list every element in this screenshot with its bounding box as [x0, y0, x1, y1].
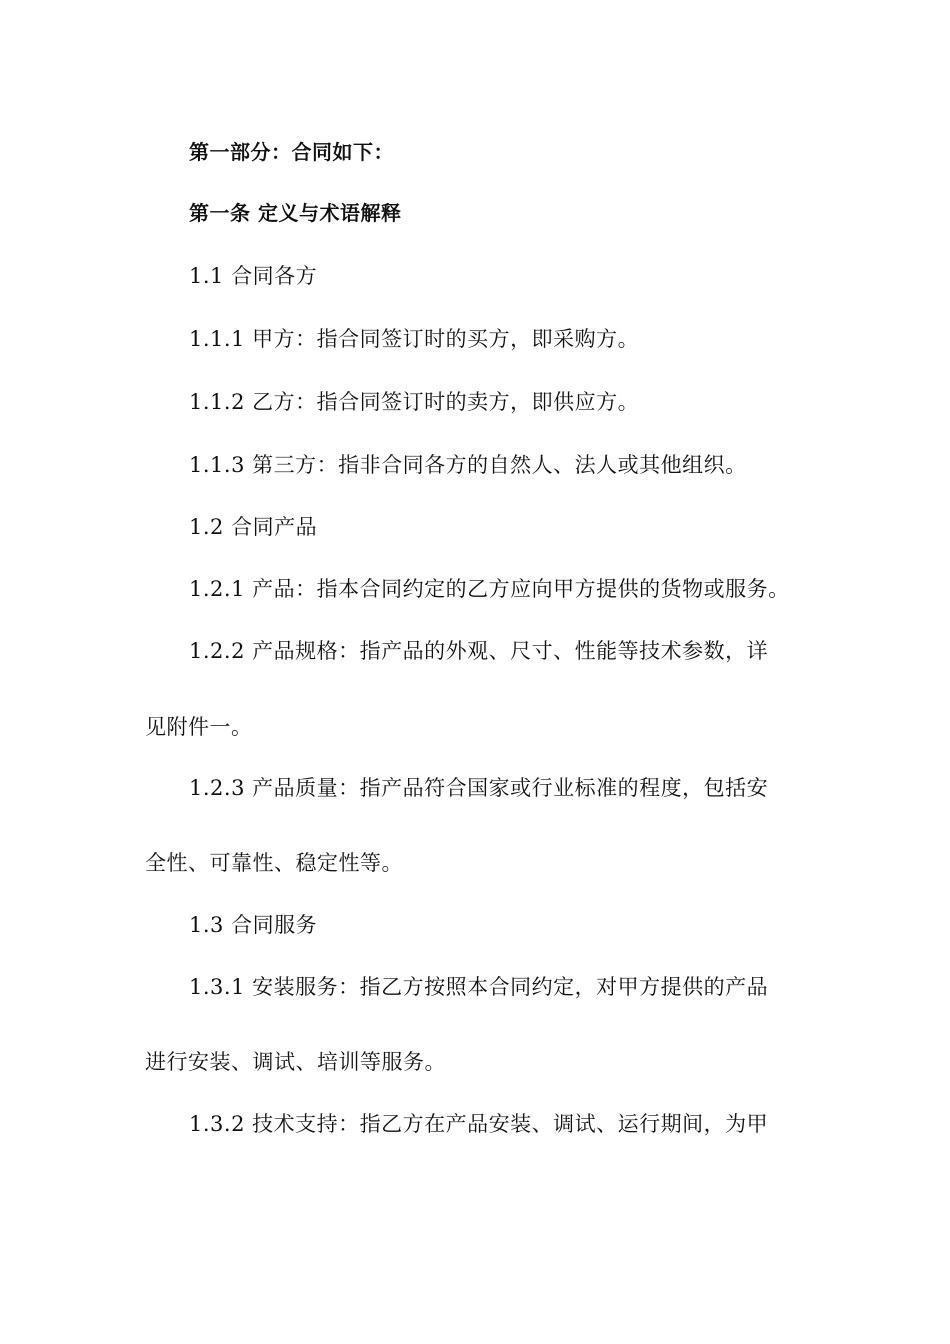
clause-line: 1.2.2 产品规格：指产品的外观、尺寸、性能等技术参数，详	[189, 639, 769, 663]
clause-continuation: 进行安装、调试、培训等服务。	[145, 1050, 446, 1074]
clause-continuation: 见附件一。	[145, 715, 253, 739]
clause-line: 1.1.1 甲方：指合同签订时的买方，即采购方。	[189, 327, 640, 351]
clause-line: 1.1.3 第三方：指非合同各方的自然人、法人或其他组织。	[189, 453, 747, 477]
clause-line: 1.3.2 技术支持：指乙方在产品安装、调试、运行期间，为甲	[189, 1112, 769, 1136]
section-heading: 1.3 合同服务	[189, 913, 318, 937]
clause-continuation: 全性、可靠性、稳定性等。	[145, 851, 403, 875]
clause-line: 1.2.3 产品质量：指产品符合国家或行业标准的程度，包括安	[189, 776, 769, 800]
clause-line: 1.3.1 安装服务：指乙方按照本合同约定，对甲方提供的产品	[189, 975, 769, 999]
part-heading: 第一部分：合同如下：	[189, 140, 394, 164]
article-heading: 第一条 定义与术语解释	[189, 201, 402, 225]
clause-line: 1.2.1 产品：指本合同约定的乙方应向甲方提供的货物或服务。	[189, 577, 790, 601]
section-heading: 1.1 合同各方	[189, 264, 318, 288]
section-heading: 1.2 合同产品	[189, 515, 318, 539]
clause-line: 1.1.2 乙方：指合同签订时的卖方，即供应方。	[189, 390, 640, 414]
